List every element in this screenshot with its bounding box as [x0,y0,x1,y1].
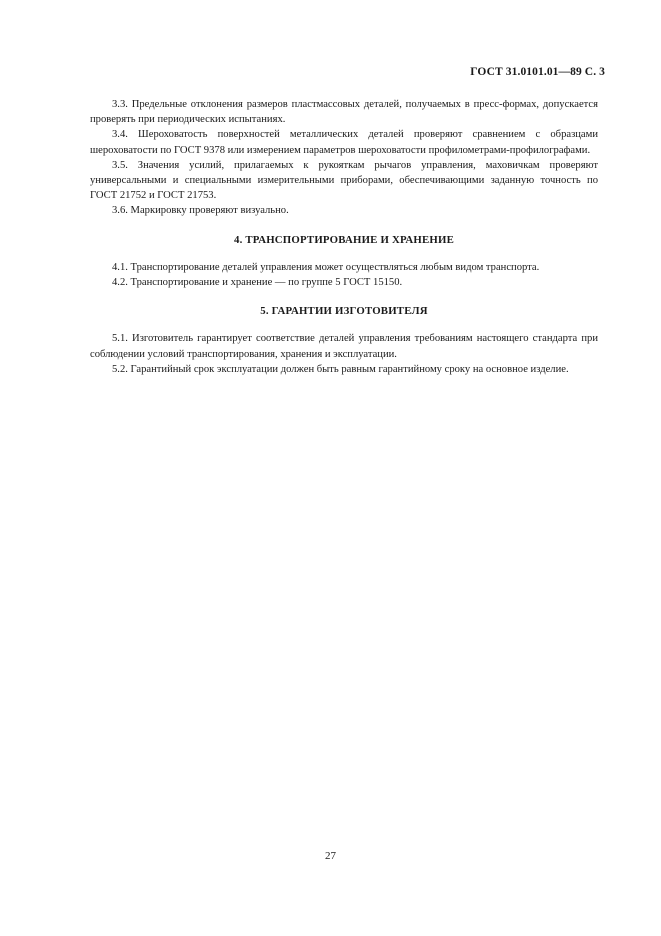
document-body [90,97,598,377]
paragraph-5-2: 5.2. Гарантийный срок эксплуатации должен быть равным гарантийному сроку на основное изделие. [112,363,569,375]
section-title-transport: 4. ТРАНСПОРТИРОВАНИЕ И ХРАНЕНИЕ [234,233,454,246]
section-title-guarantees: 5. ГАРАНТИИ ИЗГОТОВИТЕЛЯ [260,305,428,318]
paragraph-3-3: 3.3. Предельные отклонения размеров пластмассовых деталей, получаемых в пресс-формах, допускается проверять при периодических испытаниях. [90,99,598,126]
paragraph-3-4: 3.4. Шероховатость поверхностей металлических деталей проверяют сравнением с образцами шероховатости по ГОСТ 9378 или измерением параметров шероховатости профилометрами-профилографами. [90,129,598,156]
standard-code-header: ГОСТ 31.0101.01—89 С. 3 [470,66,605,78]
page-number: 27 [325,850,336,862]
paragraph-3-6: 3.6. Маркировку проверяют визуально. [112,205,289,217]
paragraph-4-1: 4.1. Транспортирование деталей управления может осуществляться любым видом транспорта. [112,261,540,273]
paragraph-5-1: 5.1. Изготовитель гарантирует соответствие деталей управления требованиям настоящего стандарта при соблюдении условий транспортирования, хранения и эксплуатации. [90,333,598,360]
paragraph-3-5: 3.5. Значения усилий, прилагаемых к рукояткам рычагов управления, маховичкам проверяют универсальными и специальными измерительными приборами, обеспечивающими заданную точность по ГОСТ 21752 и ГОСТ 21753. [90,159,598,202]
paragraph-4-2: 4.2. Транспортирование и хранение — по группе 5 ГОСТ 15150. [112,277,403,289]
